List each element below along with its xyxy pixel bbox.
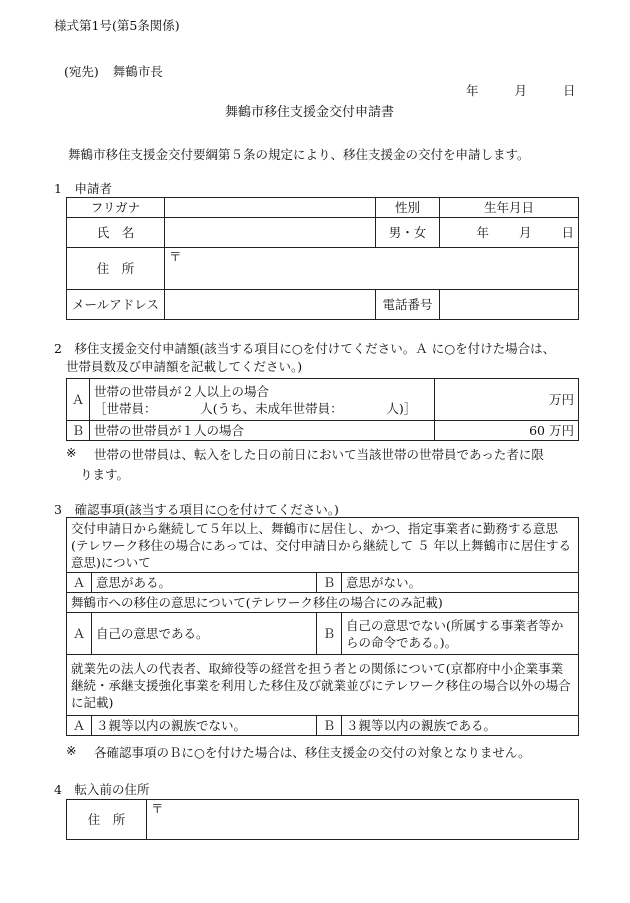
section-3-heading: 3 確認事項(該当する項目に○を付けてください。) <box>54 502 339 517</box>
amount-note-line2: ります。 <box>80 467 130 482</box>
gender-label: 性別 <box>376 198 440 218</box>
address-field[interactable] <box>165 248 579 290</box>
birth-month: 月 <box>518 225 532 240</box>
confirm-q3-a-letter[interactable]: Ａ <box>67 716 92 736</box>
date-line <box>466 81 576 99</box>
email-field[interactable] <box>165 290 376 320</box>
confirm-note: 各確認事項のＢに○を付けた場合は、移住支援金の交付の対象となりません。 <box>94 745 531 760</box>
confirm-q1: 交付申請日から継続して５年以上、舞鶴市に居住し、かつ、指定事業者に勤務する意思(テレワーク移住の場合にあっては、交付申請日から継続して ５ 年以上舞鶴市に居住する意思)について <box>67 518 579 573</box>
confirmation-table <box>66 517 579 736</box>
date-year: 年 <box>466 83 479 98</box>
date-month: 月 <box>514 83 528 98</box>
section-2-heading-line1: 2 移住支援金交付申請額(該当する項目に○を付けてください。Ａ に○を付けた場合は、 <box>54 341 556 356</box>
phone-label: 電話番号 <box>376 290 440 320</box>
amount-option-a-text <box>90 379 435 421</box>
confirm-q2-b-text: 自己の意思でない(所属する事業者等からの命令である。)。 <box>342 613 579 655</box>
addressee <box>64 62 163 80</box>
confirm-q3-b-text: ３親等以内の親族である。 <box>342 716 579 736</box>
confirm-q2-b-letter[interactable]: Ｂ <box>317 613 342 655</box>
confirm-q1-b-letter[interactable]: Ｂ <box>317 573 342 593</box>
name-field[interactable] <box>165 218 376 248</box>
gender-options[interactable]: 男・女 <box>376 218 440 248</box>
confirm-note-mark: ※ <box>66 743 77 758</box>
form-title: 舞鶴市移住支援金交付申請書 <box>225 105 395 120</box>
intro-text: 舞鶴市移住支援金交付要綱第５条の規定により、移住支援金の交付を申請します。 <box>68 147 530 162</box>
amount-option-a-line1: 世帯の世帯員が２人以上の場合 <box>94 383 270 399</box>
previous-address-field[interactable] <box>147 800 579 840</box>
postal-mark: 〒 <box>169 249 182 264</box>
furigana-label: フリガナ <box>67 198 165 218</box>
phone-field[interactable] <box>440 290 579 320</box>
section-4-heading: 4 転入前の住所 <box>54 782 150 797</box>
form-number-label: 様式第1号(第5条関係) <box>54 18 180 33</box>
confirm-q3-a-text: ３親等以内の親族でない。 <box>92 716 317 736</box>
address-label: 住 所 <box>67 248 165 290</box>
applicant-table <box>66 197 579 320</box>
amount-note-line1: 世帯の世帯員は、転入をした日の前日において当該世帯の世帯員であった者に限 <box>94 447 544 462</box>
birthdate-field[interactable] <box>440 218 579 248</box>
confirm-q3-b-letter[interactable]: Ｂ <box>317 716 342 736</box>
section-2-heading-line2: 世帯員数及び申請額を記載してください。) <box>66 359 303 374</box>
confirm-q2: 舞鶴市への移住の意思について(テレワーク移住の場合にのみ記載) <box>67 593 579 613</box>
amount-table <box>66 378 579 441</box>
amount-option-a-field[interactable]: 万円 <box>435 379 579 421</box>
addressee-prefix: (宛先) <box>64 64 99 79</box>
confirm-q2-a-text: 自己の意思である。 <box>92 613 317 655</box>
amount-option-b-letter[interactable]: Ｂ <box>67 421 90 441</box>
confirm-q1-a-letter[interactable]: Ａ <box>67 573 92 593</box>
amount-option-a-line2: ［世帯員： 人(うち、未成年世帯員： 人)］ <box>94 400 417 416</box>
confirm-q1-a-text: 意思がある。 <box>92 573 317 593</box>
previous-address-table <box>66 799 579 840</box>
confirm-q2-a-letter[interactable]: Ａ <box>67 613 92 655</box>
furigana-field[interactable] <box>165 198 376 218</box>
previous-postal-mark: 〒 <box>151 801 164 816</box>
name-label: 氏 名 <box>67 218 165 248</box>
amount-note-mark: ※ <box>66 445 77 460</box>
amount-option-b-text: 世帯の世帯員が１人の場合 <box>90 421 435 441</box>
birth-year: 年 <box>476 225 489 240</box>
email-label: メールアドレス <box>67 290 165 320</box>
amount-option-a-letter[interactable]: Ａ <box>67 379 90 421</box>
date-day: 日 <box>563 83 576 98</box>
previous-address-label: 住 所 <box>67 800 147 840</box>
section-1-heading: 1 申請者 <box>54 181 112 196</box>
birthdate-label: 生年月日 <box>440 198 579 218</box>
confirm-q3: 就業先の法人の代表者、取締役等の経営を担う者との関係について(京都府中小企業事業継続・承継支援強化事業を利用した移住及び就業並びにテレワーク移住の場合以外の場合に記載) <box>67 655 579 716</box>
birth-day: 日 <box>561 225 574 240</box>
confirm-q1-b-text: 意思がない。 <box>342 573 579 593</box>
amount-option-b-value: 60 万円 <box>435 421 579 441</box>
addressee-name: 舞鶴市長 <box>112 64 163 79</box>
